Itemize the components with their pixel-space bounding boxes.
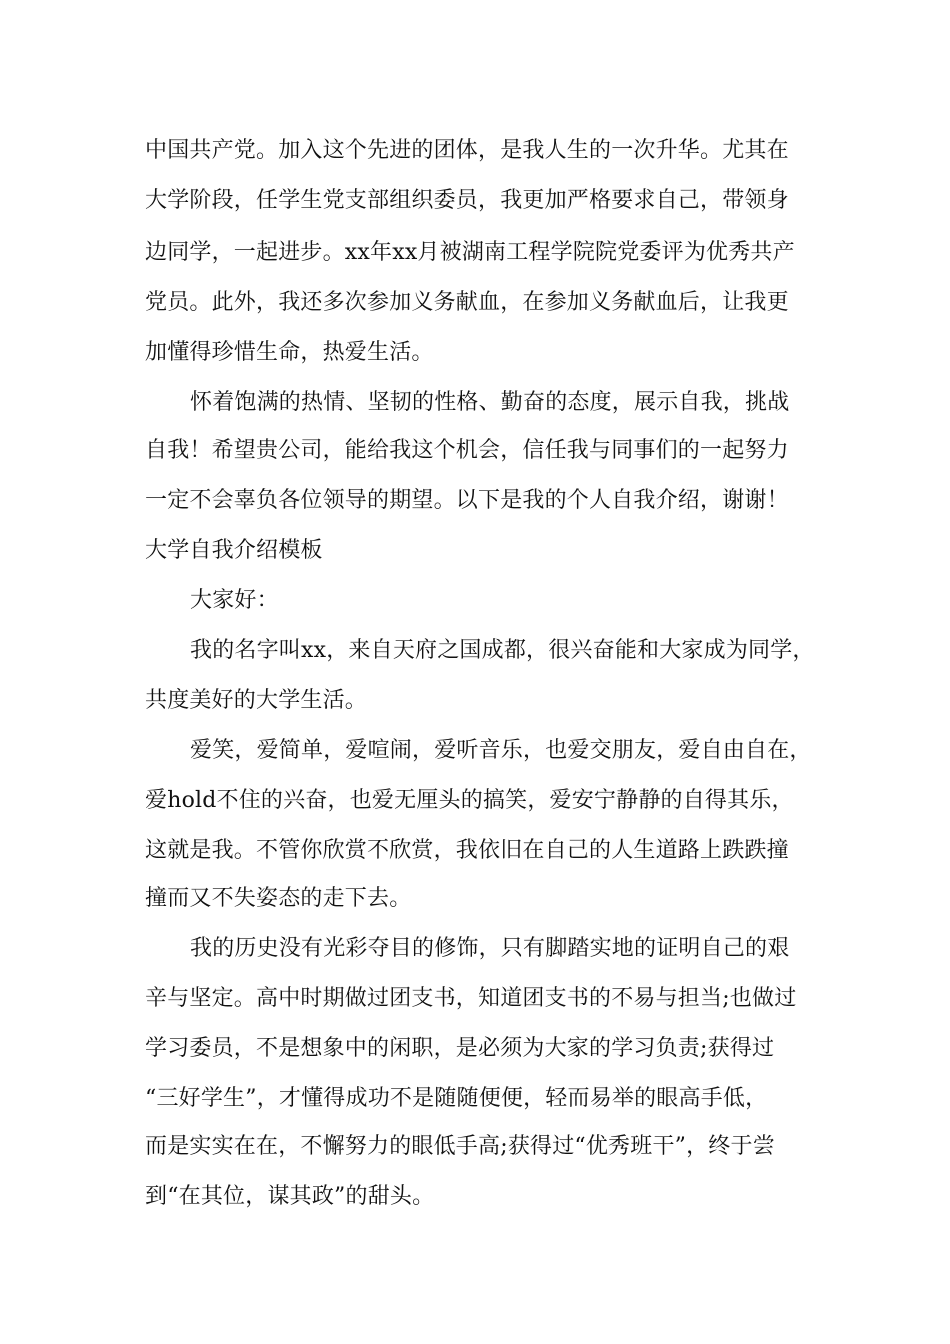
text-line: 边同学，一起进步。xx年xx月被湖南工程学院院党委评为优秀共产: [145, 240, 795, 265]
text-line: 共度美好的大学生活。: [145, 688, 368, 713]
text-line: 爱hold不住的兴奋，也爱无厘头的搞笑，爱安宁静静的自得其乐，: [145, 788, 794, 813]
text-line: 撞而又不失姿态的走下去。: [145, 886, 412, 911]
text-line: 加懂得珍惜生命，热爱生活。: [145, 340, 434, 365]
text-line: 而是实实在在，不懈努力的眼低手高;获得过“优秀班干”，终于尝: [145, 1134, 775, 1159]
paragraph-start-line: 我的历史没有光彩夺目的修饰，只有脚踏实地的证明自己的艰: [190, 936, 790, 961]
text-line: 辛与坚定。高中时期做过团支书，知道团支书的不易与担当;也做过: [145, 986, 797, 1011]
paragraph-start-line: 怀着饱满的热情、坚韧的性格、勤奋的态度，展示自我，挑战: [190, 390, 790, 415]
text-line: 学习委员，不是想象中的闲职，是必须为大家的学习负责;获得过: [145, 1036, 775, 1061]
text-line: 这就是我。不管你欣赏不欣赏，我依旧在自己的人生道路上跌跌撞: [145, 838, 789, 863]
text-line: 大学阶段，任学生党支部组织委员，我更加严格要求自己，带领身: [145, 188, 789, 213]
greeting-line: 大家好：: [190, 588, 279, 613]
text-line: 党员。此外，我还多次参加义务献血，在参加义务献血后，让我更: [145, 290, 789, 315]
text-line: 中国共产党。加入这个先进的团体，是我人生的一次升华。尤其在: [145, 138, 789, 163]
text-line: 到“在其位，谋其政”的甜头。: [145, 1184, 435, 1209]
paragraph-start-line: 我的名字叫xx，来自天府之国成都，很兴奋能和大家成为同学，: [190, 638, 815, 663]
section-heading: 大学自我介绍模板: [145, 538, 323, 563]
text-line: 一定不会辜负各位领导的期望。以下是我的个人自我介绍，谢谢！: [145, 488, 789, 513]
paragraph-start-line: 爱笑，爱简单，爱喧闹，爱听音乐，也爱交朋友，爱自由自在，: [190, 738, 812, 763]
text-line: “三好学生”，才懂得成功不是随随便便，轻而易举的眼高手低，: [145, 1086, 768, 1111]
text-line: 自我！希望贵公司，能给我这个机会，信任我与同事们的一起努力: [145, 438, 789, 463]
